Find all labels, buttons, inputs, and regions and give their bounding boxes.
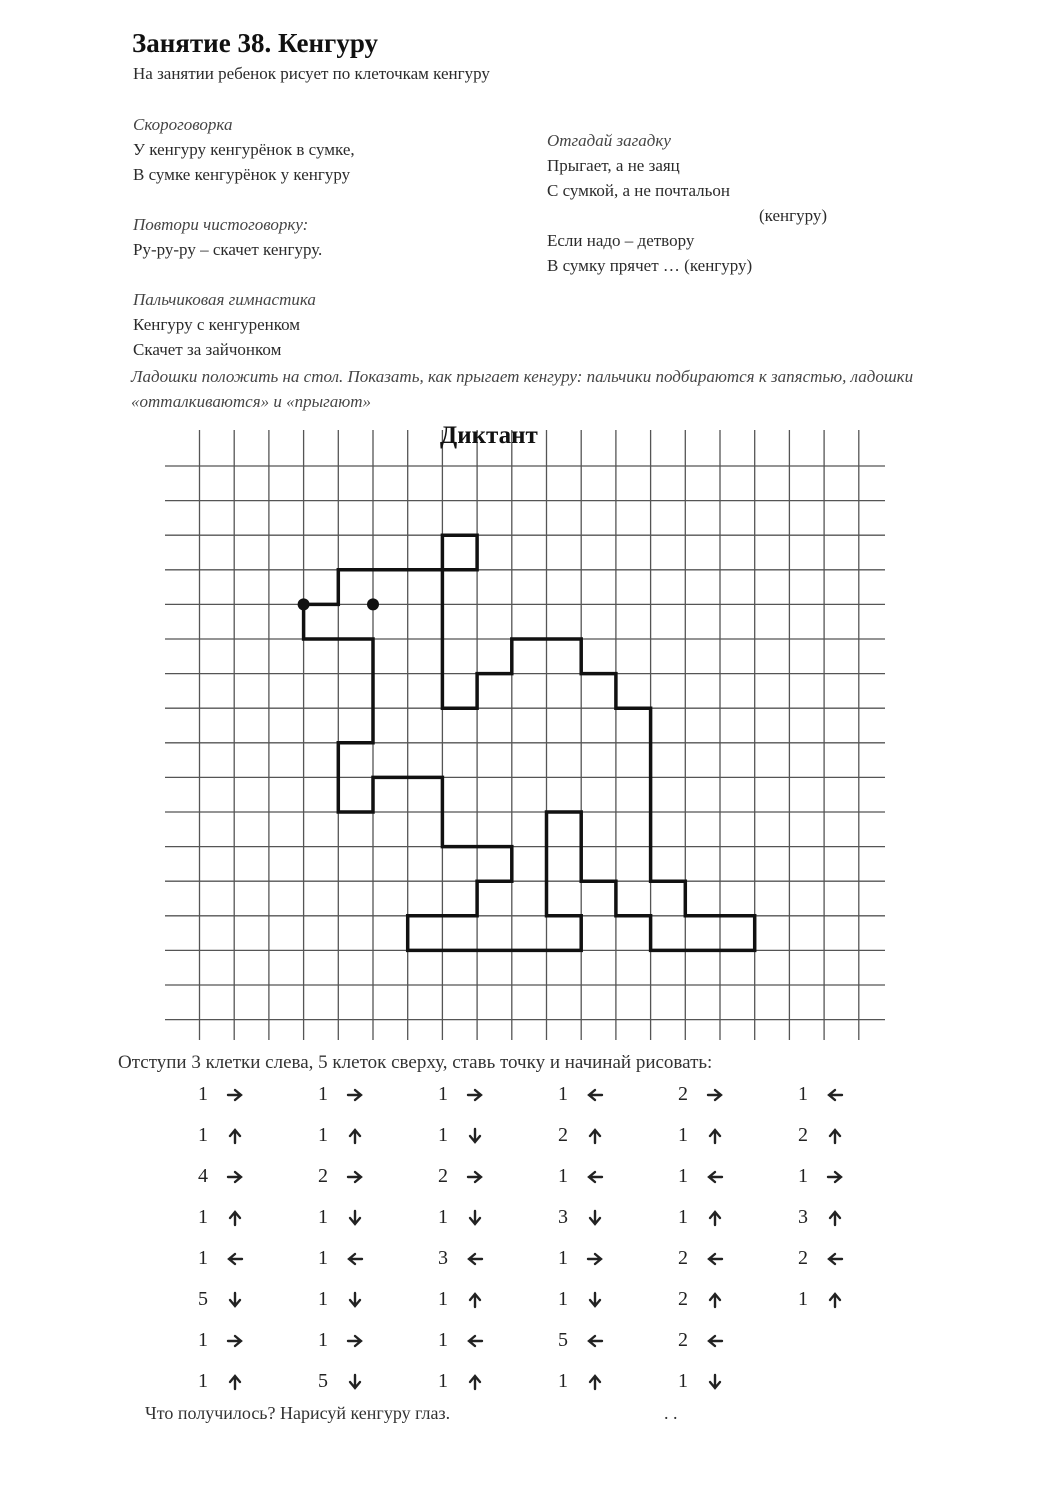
step-count: 1 — [318, 1206, 328, 1228]
dictation-step — [194, 1329, 244, 1352]
step-count: 1 — [438, 1206, 448, 1228]
step-count: 1 — [198, 1083, 208, 1105]
dictation-step — [674, 1370, 724, 1393]
step-count: 3 — [558, 1206, 568, 1228]
dictation-step — [794, 1206, 844, 1229]
riddle-line: Прыгает, а не заяц — [547, 156, 680, 175]
arrow-down-icon — [346, 1373, 364, 1391]
arrow-up-icon — [226, 1209, 244, 1227]
dictation-step — [554, 1206, 604, 1229]
dictation-step — [314, 1083, 364, 1106]
arrow-up-icon — [706, 1291, 724, 1309]
step-count: 1 — [438, 1370, 448, 1392]
arrow-up-icon — [706, 1209, 724, 1227]
dictation-step — [194, 1370, 244, 1393]
dictation-instruction: Отступи 3 клетки слева, 5 клеток сверху, ставь точку и начинай рисовать: — [118, 1052, 713, 1073]
dictation-step — [314, 1288, 364, 1311]
dictation-step — [314, 1206, 364, 1229]
dictation-step — [314, 1329, 364, 1352]
dictation-title: Диктант — [440, 422, 538, 449]
arrow-left-icon — [346, 1250, 364, 1268]
step-count: 1 — [198, 1329, 208, 1351]
arrow-left-icon — [466, 1250, 484, 1268]
step-count: 2 — [678, 1083, 688, 1105]
finger-gym-line: Скачет за зайчонком — [133, 340, 282, 359]
arrow-left-icon — [826, 1086, 844, 1104]
dictation-step — [794, 1288, 844, 1311]
arrow-up-icon — [826, 1127, 844, 1145]
arrow-up-icon — [706, 1127, 724, 1145]
step-count: 1 — [678, 1206, 688, 1228]
arrow-right-icon — [346, 1168, 364, 1186]
arrow-up-icon — [466, 1373, 484, 1391]
arrow-left-icon — [706, 1250, 724, 1268]
riddle-heading: Отгадай загадку — [547, 131, 671, 150]
dictation-step — [674, 1288, 724, 1311]
dictation-step — [554, 1165, 604, 1188]
step-count: 1 — [318, 1124, 328, 1146]
dictation-step — [314, 1247, 364, 1270]
tongue-twister-line: У кенгуру кенгурёнок в сумке, — [133, 140, 355, 159]
arrow-up-icon — [826, 1291, 844, 1309]
dictation-step — [554, 1247, 604, 1270]
arrow-up-icon — [466, 1291, 484, 1309]
step-count: 1 — [318, 1288, 328, 1310]
step-count: 1 — [198, 1124, 208, 1146]
trailing-dots: . . — [664, 1403, 678, 1423]
step-count: 2 — [438, 1165, 448, 1187]
arrow-up-icon — [346, 1127, 364, 1145]
step-count: 1 — [198, 1247, 208, 1269]
arrow-left-icon — [706, 1168, 724, 1186]
arrow-left-icon — [706, 1332, 724, 1350]
step-count: 2 — [798, 1124, 808, 1146]
step-count: 1 — [678, 1370, 688, 1392]
dictation-step — [194, 1288, 244, 1311]
arrow-down-icon — [346, 1209, 364, 1227]
dictation-step — [434, 1370, 484, 1393]
arrow-left-icon — [586, 1168, 604, 1186]
step-count: 5 — [198, 1288, 208, 1310]
arrow-left-icon — [826, 1250, 844, 1268]
dictation-step — [554, 1370, 604, 1393]
dictation-step — [434, 1165, 484, 1188]
step-count: 1 — [558, 1165, 568, 1187]
arrow-right-icon — [346, 1086, 364, 1104]
arrow-down-icon — [586, 1209, 604, 1227]
pure-phrase-heading: Повтори чистоговорку: — [133, 215, 309, 234]
step-count: 1 — [438, 1083, 448, 1105]
dictation-step — [674, 1329, 724, 1352]
step-count: 4 — [198, 1165, 208, 1187]
finger-gym-line: Кенгуру с кенгуренком — [133, 315, 301, 334]
arrow-down-icon — [226, 1291, 244, 1309]
dictation-step — [794, 1165, 844, 1188]
start-dot — [298, 598, 310, 610]
dictation-step — [794, 1083, 844, 1106]
dictation-step — [554, 1329, 604, 1352]
arrow-left-icon — [466, 1332, 484, 1350]
arrow-right-icon — [466, 1168, 484, 1186]
dictation-step — [314, 1370, 364, 1393]
finger-gym-note: Ладошки положить на стол. Показать, как прыгает кенгуру: пальчики подбираются к запястью, ладошки «отталкиваются» и «прыгают» — [131, 367, 914, 411]
subtitle: На занятии ребенок рисует по клеточкам кенгуру — [133, 64, 490, 83]
step-count: 3 — [798, 1206, 808, 1228]
dictation-step — [794, 1124, 844, 1147]
dictation-step — [314, 1165, 364, 1188]
step-count: 2 — [798, 1247, 808, 1269]
arrow-right-icon — [226, 1168, 244, 1186]
arrow-down-icon — [466, 1127, 484, 1145]
step-count: 2 — [318, 1165, 328, 1187]
dictation-step — [674, 1083, 724, 1106]
riddle-line: Если надо – детвору — [547, 231, 695, 250]
dictation-step — [314, 1124, 364, 1147]
step-count: 1 — [438, 1329, 448, 1351]
dictation-step — [434, 1288, 484, 1311]
dictation-step — [554, 1288, 604, 1311]
dictation-step — [674, 1124, 724, 1147]
arrow-up-icon — [586, 1127, 604, 1145]
tongue-twister-heading: Скороговорка — [133, 115, 233, 134]
step-count: 1 — [678, 1165, 688, 1187]
step-count: 1 — [318, 1083, 328, 1105]
step-count: 1 — [798, 1083, 808, 1105]
dictation-step — [434, 1206, 484, 1229]
arrow-left-icon — [586, 1086, 604, 1104]
dictation-step — [194, 1247, 244, 1270]
arrow-right-icon — [706, 1086, 724, 1104]
riddle-line: С сумкой, а не почтальон — [547, 181, 730, 200]
dictation-step — [194, 1206, 244, 1229]
step-count: 5 — [318, 1370, 328, 1392]
page-title: Занятие 38. Кенгуру — [132, 28, 378, 58]
dictation-step — [554, 1083, 604, 1106]
step-count: 1 — [558, 1370, 568, 1392]
arrow-right-icon — [826, 1168, 844, 1186]
arrow-up-icon — [226, 1373, 244, 1391]
arrow-down-icon — [346, 1291, 364, 1309]
arrow-left-icon — [226, 1250, 244, 1268]
dictation-step — [434, 1247, 484, 1270]
arrow-left-icon — [586, 1332, 604, 1350]
step-count: 1 — [318, 1329, 328, 1351]
final-question: Что получилось? Нарисуй кенгуру глаз. — [145, 1403, 451, 1423]
step-count: 1 — [438, 1288, 448, 1310]
start-dot — [367, 598, 379, 610]
dictation-step — [674, 1165, 724, 1188]
arrow-right-icon — [226, 1086, 244, 1104]
dictation-step — [194, 1165, 244, 1188]
step-count: 5 — [558, 1329, 568, 1351]
pure-phrase-line: Ру-ру-ру – скачет кенгуру. — [133, 240, 323, 259]
dictation-step — [794, 1247, 844, 1270]
step-count: 2 — [678, 1288, 688, 1310]
dictation-step — [194, 1124, 244, 1147]
riddle-answer: (кенгуру) — [759, 206, 828, 225]
dictation-step — [674, 1206, 724, 1229]
step-count: 1 — [798, 1165, 808, 1187]
riddle-line: В сумку прячет … (кенгуру) — [547, 256, 753, 275]
step-count: 1 — [318, 1247, 328, 1269]
arrow-up-icon — [226, 1127, 244, 1145]
dictation-step — [194, 1083, 244, 1106]
dictation-step — [434, 1083, 484, 1106]
step-count: 1 — [438, 1124, 448, 1146]
step-count: 2 — [678, 1247, 688, 1269]
step-count: 2 — [558, 1124, 568, 1146]
step-count: 1 — [558, 1083, 568, 1105]
arrow-down-icon — [586, 1291, 604, 1309]
arrow-right-icon — [586, 1250, 604, 1268]
arrow-right-icon — [466, 1086, 484, 1104]
tongue-twister-line: В сумке кенгурёнок у кенгуру — [133, 165, 351, 184]
dictation-step — [674, 1247, 724, 1270]
arrow-down-icon — [466, 1209, 484, 1227]
dictation-step — [434, 1124, 484, 1147]
step-count: 1 — [678, 1124, 688, 1146]
dictation-step — [434, 1329, 484, 1352]
step-count: 3 — [438, 1247, 448, 1269]
arrow-right-icon — [226, 1332, 244, 1350]
dictation-step — [554, 1124, 604, 1147]
arrow-right-icon — [346, 1332, 364, 1350]
step-count: 1 — [798, 1288, 808, 1310]
step-count: 1 — [558, 1288, 568, 1310]
step-count: 1 — [558, 1247, 568, 1269]
step-count: 1 — [198, 1370, 208, 1392]
arrow-up-icon — [826, 1209, 844, 1227]
arrow-up-icon — [586, 1373, 604, 1391]
arrow-down-icon — [706, 1373, 724, 1391]
step-count: 2 — [678, 1329, 688, 1351]
finger-gym-heading: Пальчиковая гимнастика — [133, 290, 316, 309]
step-count: 1 — [198, 1206, 208, 1228]
